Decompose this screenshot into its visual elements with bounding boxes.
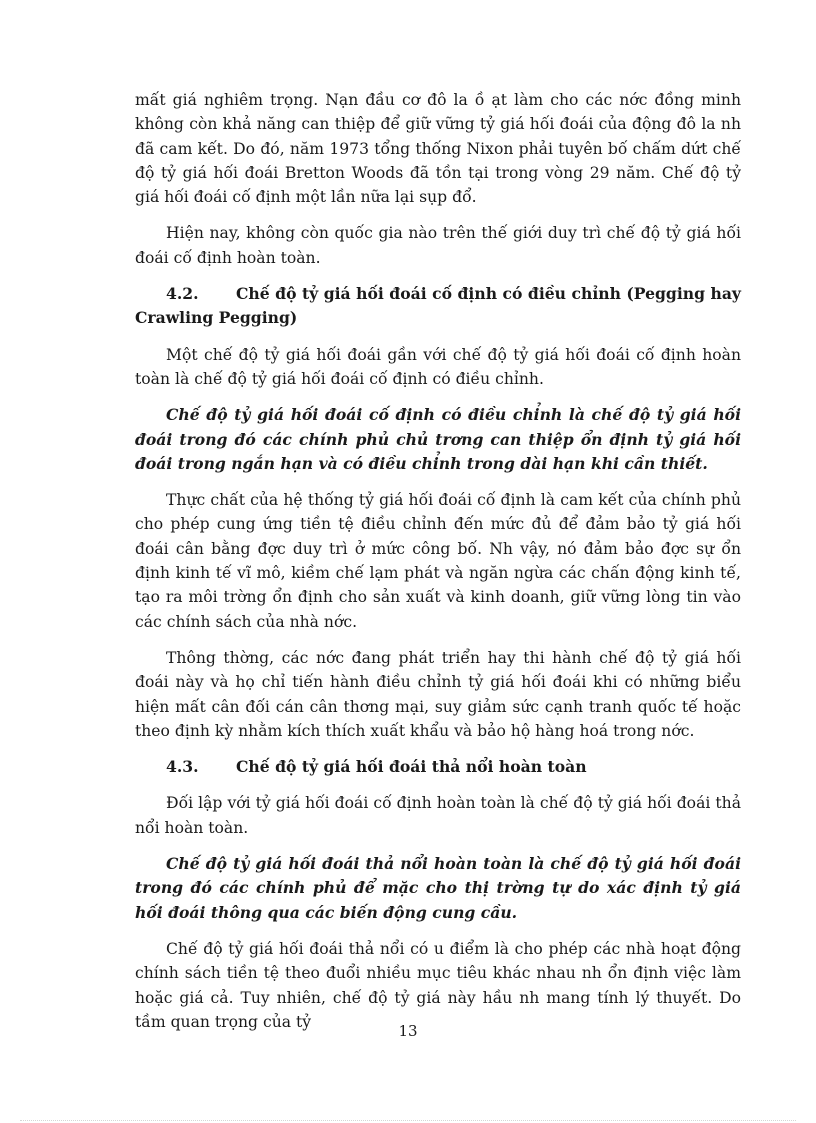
page-body <box>135 88 741 1046</box>
paragraph-developing-countries: Thông thờng, các nớc đang phát triển hay thi hành chế độ tỷ giá hối đoái này và họ chỉ tiến hành điều chỉnh tỷ giá hối đoái khi có những biểu hiện mất cân đối cán cân thơng mại, suy giảm sức cạnh tranh quốc tế hoặc theo định kỳ nhằm kích thích xuất khẩu và bảo hộ hàng hoá trong nớc. <box>135 648 741 740</box>
definition-floating: Chế độ tỷ giá hối đoái thả nổi hoàn toàn là chế độ tỷ giá hối đoái trong đó các chính phủ để mặc cho thị trờng tự do xác định tỷ giá hối đoái thông qua các biến động cung cầu. <box>135 854 741 922</box>
paragraph-pegging-intro: Một chế độ tỷ giá hối đoái gần với chế độ tỷ giá hối đoái cố định hoàn toàn là chế độ tỷ giá hối đoái cố định có điều chỉnh. <box>135 345 741 388</box>
section-number: 4.3. <box>166 757 199 777</box>
section-heading-4-3 <box>135 755 741 779</box>
paragraph-bretton-woods: mất giá nghiêm trọng. Nạn đầu cơ đô la ồ ạt làm cho các nớc đồng minh không còn khả năng can thiệp để giữ vững tỷ giá hối đoái của động đô la nh đã cam kết. Do đó, năm 1973 tổng thống Nixon phải tuyên bố chấm dứt chế độ tỷ giá hối đoái Bretton Woods đã tồn tại trong vòng 29 năm. Chế độ tỷ giá hối đoái cố định một lần nữa lại sụp đổ. <box>135 91 741 207</box>
paragraph-no-country: Hiện nay, không còn quốc gia nào trên thế giới duy trì chế độ tỷ giá hối đoái cố định hoàn toàn. <box>135 224 741 267</box>
section-heading-4-2 <box>135 282 741 331</box>
page-bottom-divider <box>20 1120 796 1121</box>
section-title: Chế độ tỷ giá hối đoái cố định có điều chỉnh (Pegging hay Crawling Pegging) <box>135 284 741 328</box>
paragraph-floating-advantages: Chế độ tỷ giá hối đoái thả nổi có u điểm là cho phép các nhà hoạt động chính sách tiền tệ theo đuổi nhiều mục tiêu khác nhau nh ổn định việc làm hoặc giá cả. Tuy nhiên, chế độ tỷ giá này hầu nh mang tính lý thuyết. Do tầm quan trọng của tỷ <box>135 939 741 1031</box>
definition-pegging: Chế độ tỷ giá hối đoái cố định có điều chỉnh là chế độ tỷ giá hối đoái trong đó các chính phủ chủ trơng can thiệp ổn định tỷ giá hối đoái trong ngắn hạn và có điều chỉnh trong dài hạn khi cần thiết. <box>135 405 741 473</box>
page-number: 13 <box>398 1022 418 1040</box>
paragraph-floating-intro: Đối lập với tỷ giá hối đoái cố định hoàn toàn là chế độ tỷ giá hối đoái thả nổi hoàn toàn. <box>135 794 741 837</box>
paragraph-pegging-essence: Thực chất của hệ thống tỷ giá hối đoái cố định là cam kết của chính phủ cho phép cung ứng tiền tệ điều chỉnh đến mức đủ để đảm bảo tỷ giá hối đoái cân bằng đợc duy trì ở mức công bố. Nh vậy, nó đảm bảo đợc sự ổn định kinh tế vĩ mô, kiềm chế lạm phát và ngăn ngừa các chấn động kinh tế, tạo ra môi trờng ổn định cho sản xuất và kinh doanh, giữ vững lòng tin vào các chính sách của nhà nớc. <box>135 491 741 631</box>
section-title: Chế độ tỷ giá hối đoái thả nổi hoàn toàn <box>236 757 587 777</box>
section-number: 4.2. <box>166 284 199 304</box>
